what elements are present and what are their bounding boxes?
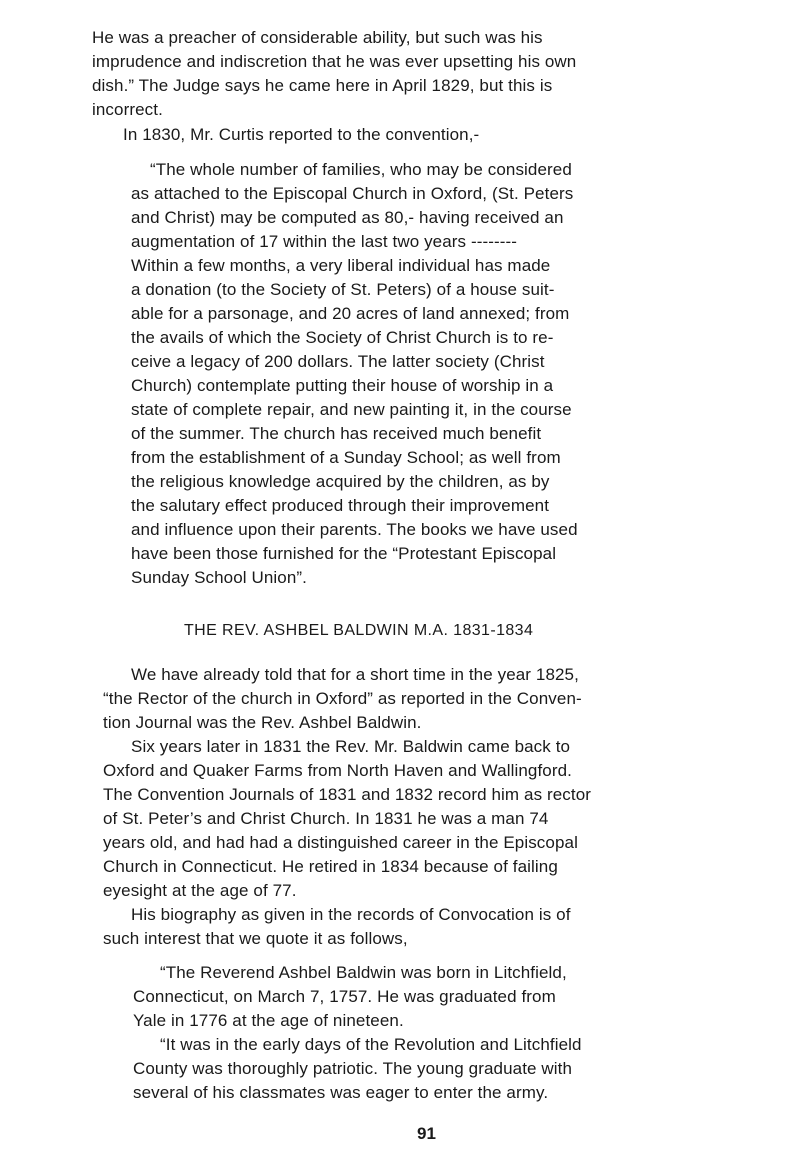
quote-line: a donation (to the Society of St. Peters) of a house suit- (131, 280, 555, 299)
section-heading: THE REV. ASHBEL BALDWIN M.A. 1831-1834 (184, 622, 534, 639)
quote-line: from the establishment of a Sunday School; as well from (131, 448, 561, 467)
text-line: Church in Connecticut. He retired in 1834 because of failing (103, 857, 558, 876)
text-line: imprudence and indiscretion that he was ever upsetting his own (92, 52, 577, 71)
quote-line: and Christ) may be computed as 80,- having received an (131, 208, 564, 227)
quote-line: ceive a legacy of 200 dollars. The latter society (Christ (131, 352, 545, 371)
quote-line: Yale in 1776 at the age of nineteen. (133, 1011, 404, 1030)
quote-line: “The Reverend Ashbel Baldwin was born in Litchfield, (160, 963, 567, 982)
text-line: incorrect. (92, 100, 163, 119)
text-line: such interest that we quote it as follows, (103, 929, 408, 948)
text-line: His biography as given in the records of Convocation is of (131, 905, 571, 924)
quote-line: have been those furnished for the “Protestant Episcopal (131, 544, 557, 563)
quote-line: the avails of which the Society of Christ Church is to re- (131, 328, 554, 347)
quote-line: as attached to the Episcopal Church in Oxford, (St. Peters (131, 184, 574, 203)
text-line: We have already told that for a short time in the year 1825, (131, 665, 579, 684)
text-line: tion Journal was the Rev. Ashbel Baldwin. (103, 713, 422, 732)
text-line: Six years later in 1831 the Rev. Mr. Baldwin came back to (131, 737, 571, 756)
quote-line: the salutary effect produced through their improvement (131, 496, 550, 515)
quote-line: “It was in the early days of the Revolution and Litchfield (160, 1035, 582, 1054)
quote-line: augmentation of 17 within the last two years -------- (131, 232, 518, 251)
quote-line: County was thoroughly patriotic. The young graduate with (133, 1059, 573, 1078)
text-line: “the Rector of the church in Oxford” as reported in the Conven- (103, 689, 582, 708)
text-line: of St. Peter’s and Christ Church. In 1831 he was a man 74 (103, 809, 549, 828)
quote-line: able for a parsonage, and 20 acres of land annexed; from (131, 304, 570, 323)
text-line: He was a preacher of considerable ability, but such was his (92, 28, 543, 47)
text-line: The Convention Journals of 1831 and 1832 record him as rector (103, 785, 592, 804)
quote-line: and influence upon their parents. The books we have used (131, 520, 578, 539)
quote-line: Connecticut, on March 7, 1757. He was graduated from (133, 987, 556, 1006)
page-number: 91 (417, 1124, 436, 1143)
text-line: dish.” The Judge says he came here in April 1829, but this is (92, 76, 553, 95)
text-line: years old, and had had a distinguished career in the Episcopal (103, 833, 578, 852)
quote-line: Sunday School Union”. (131, 568, 307, 587)
quote-line: “The whole number of families, who may be considered (150, 160, 572, 179)
quote-line: several of his classmates was eager to enter the army. (133, 1083, 549, 1102)
text-line: eyesight at the age of 77. (103, 881, 297, 900)
quote-line: Within a few months, a very liberal individual has made (131, 256, 551, 275)
quote-line: state of complete repair, and new painting it, in the course (131, 400, 572, 419)
quote-line: of the summer. The church has received much benefit (131, 424, 542, 443)
quote-line: Church) contemplate putting their house of worship in a (131, 376, 554, 395)
text-line: Oxford and Quaker Farms from North Haven and Wallingford. (103, 761, 572, 780)
curtis-intro: In 1830, Mr. Curtis reported to the convention,- (123, 125, 480, 144)
quote-line: the religious knowledge acquired by the children, as by (131, 472, 550, 491)
